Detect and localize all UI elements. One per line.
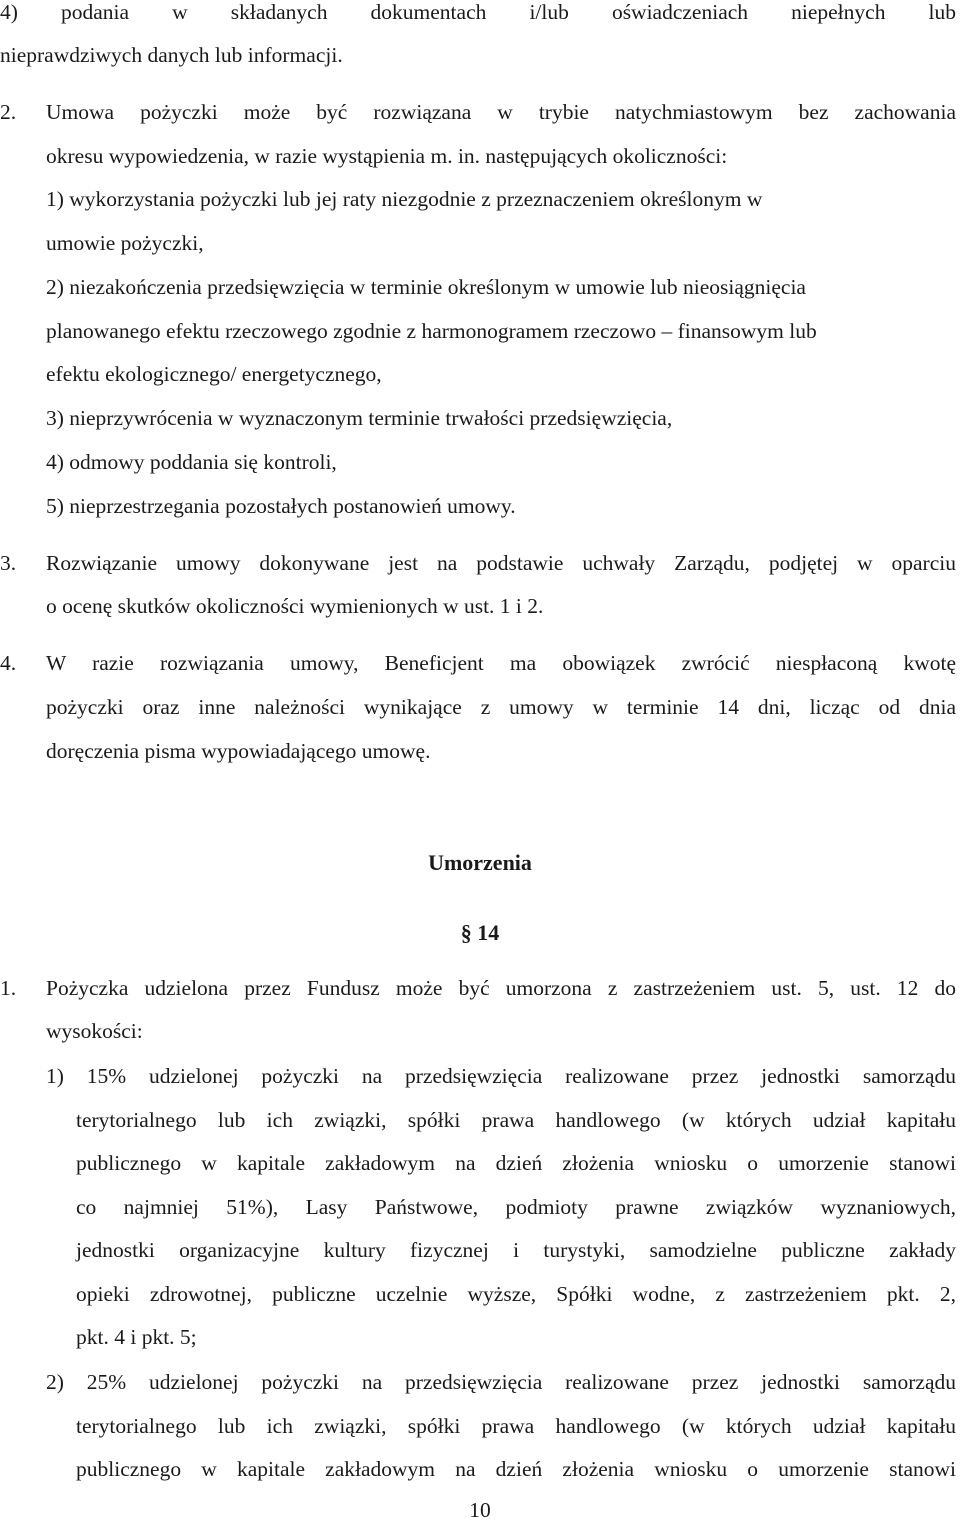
text-line: 2) niezakończenia przedsięwzięcia w terminie określonym w umowie lub nieosiągnięcia <box>46 275 806 299</box>
text-line: terytorialnego lub ich związki, spółki prawa handlowego (w których udział kapitału <box>76 1414 956 1438</box>
text-line: 4) odmowy poddania się kontroli, <box>46 450 337 474</box>
page-number: 10 <box>469 1498 491 1522</box>
text-line: 3. <box>0 551 17 575</box>
text-line: 1) wykorzystania pożyczki lub jej raty niezgodnie z przeznaczeniem określonym w <box>46 187 763 211</box>
text-line: doręczenia pisma wypowiadającego umowę. <box>46 739 431 763</box>
text-line: nieprawdziwych danych lub informacji. <box>0 43 343 67</box>
text-line: Pożyczka udzielona przez Fundusz może być umorzona z zastrzeżeniem ust. 5, ust. 12 do <box>46 976 956 1000</box>
text-line: okresu wypowiedzenia, w razie wystąpienia m. in. następujących okoliczności: <box>46 144 728 168</box>
text-line: opieki zdrowotnej, publiczne uczelnie wyższe, Spółki wodne, z zastrzeżeniem pkt. 2, <box>76 1282 956 1306</box>
text-line: 2) 25% udzielonej pożyczki na przedsięwzięcia realizowane przez jednostki samorządu <box>46 1370 956 1394</box>
text-line: terytorialnego lub ich związki, spółki prawa handlowego (w których udział kapitału <box>76 1108 956 1132</box>
text-line: W razie rozwiązania umowy, Beneficjent ma obowiązek zwrócić niespłaconą kwotę <box>46 651 956 675</box>
section-number: § 14 <box>460 920 500 945</box>
text-line: 4) podania w składanych dokumentach i/lub oświadczeniach niepełnych lub <box>0 0 956 24</box>
text-line: 2. <box>0 100 17 124</box>
text-line: jednostki organizacyjne kultury fizycznej i turystyki, samodzielne publiczne zakłady <box>76 1238 956 1262</box>
section-heading: Umorzenia <box>428 850 532 875</box>
text-line: publicznego w kapitale zakładowym na dzień złożenia wniosku o umorzenie stanowi <box>76 1457 956 1481</box>
text-line: co najmniej 51%), Lasy Państwowe, podmioty prawne związków wyznaniowych, <box>76 1195 956 1219</box>
text-line: Umowa pożyczki może być rozwiązana w trybie natychmiastowym bez zachowania <box>46 100 956 124</box>
text-line: Rozwiązanie umowy dokonywane jest na podstawie uchwały Zarządu, podjętej w oparciu <box>46 551 956 575</box>
text-line: 3) nieprzywrócenia w wyznaczonym terminie trwałości przedsięwzięcia, <box>46 406 673 430</box>
text-line: 4. <box>0 651 17 675</box>
text-line: pożyczki oraz inne należności wynikające z umowy w terminie 14 dni, licząc od dnia <box>46 695 956 719</box>
text-line: wysokości: <box>46 1019 143 1043</box>
text-line: umowie pożyczki, <box>46 231 204 255</box>
text-line: 5) nieprzestrzegania pozostałych postanowień umowy. <box>46 494 516 518</box>
text-line: planowanego efektu rzeczowego zgodnie z harmonogramem rzeczowo – finansowym lub <box>46 319 817 343</box>
text-line: efektu ekologicznego/ energetycznego, <box>46 362 382 386</box>
text-line: 1) 15% udzielonej pożyczki na przedsięwzięcia realizowane przez jednostki samorządu <box>46 1064 956 1088</box>
text-line: pkt. 4 i pkt. 5; <box>76 1325 197 1349</box>
text-line: 1. <box>0 976 17 1000</box>
text-line: o ocenę skutków okoliczności wymienionych w ust. 1 i 2. <box>46 594 544 618</box>
text-line: publicznego w kapitale zakładowym na dzień złożenia wniosku o umorzenie stanowi <box>76 1151 956 1175</box>
